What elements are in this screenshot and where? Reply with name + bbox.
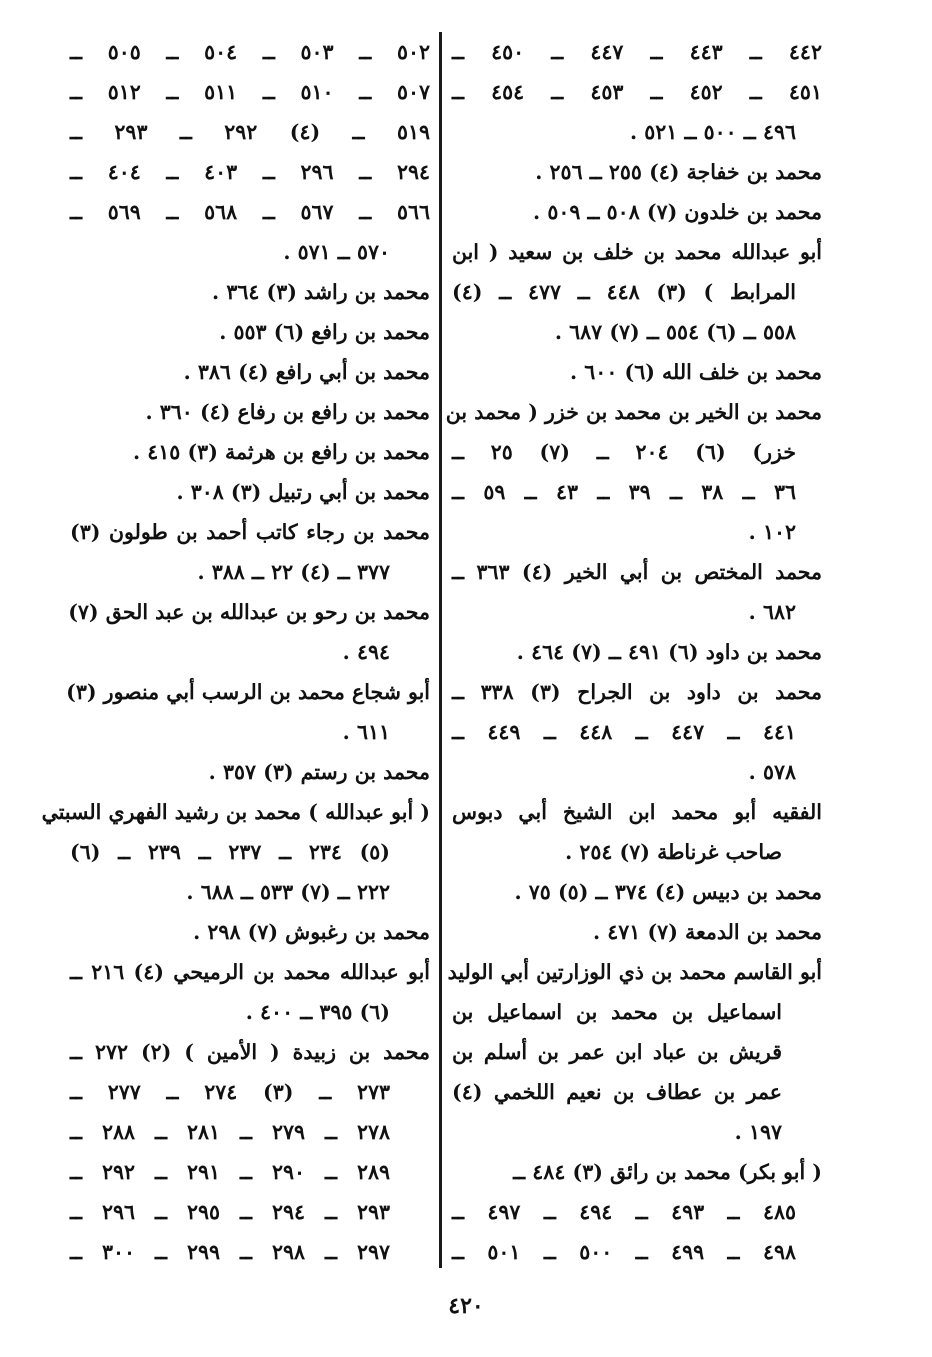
index-entry-line: أبو القاسم محمد بن ذي الوزارتين أبي الوليد	[447, 960, 822, 984]
index-entry-line: ٤٩٤ .	[342, 640, 390, 664]
index-entry-line: ٦٨٢ .	[748, 600, 796, 624]
index-entry-line: محمد بن داود (٦) ٤٩١ ــ (٧) ٤٦٤ .	[516, 640, 822, 664]
index-entry-line: محمد بن أبي رافع (٤) ٣٨٦ .	[183, 360, 430, 384]
index-entry-line: ١٩٧ .	[734, 1120, 782, 1144]
index-entry-line: محمد بن راشد (٣) ٣٦٤ .	[212, 280, 430, 304]
index-entry-line: ٥٧٠ ــ ٥٧١ .	[283, 240, 390, 264]
index-entry-line: ٥٠٧ ــ ٥١٠ ــ ٥١١ ــ ٥١٢ ــ	[70, 80, 430, 104]
index-entry-line: محمد بن زبيدة ( الأمين ) (٢) ٢٧٢ ــ	[70, 1040, 430, 1064]
index-entry-line: صاحب غرناطة (٧) ٢٥٤ .	[565, 840, 782, 864]
index-entry-line: محمد بن رجاء كاتب أحمد بن طولون (٣)	[70, 520, 430, 544]
index-entry-line: ٤٤١ ــ ٤٤٧ ــ ٤٤٨ ــ ٤٤٩ ــ	[452, 720, 796, 744]
index-entry-line: محمد بن الدمعة (٧) ٤٧١ .	[593, 920, 822, 944]
index-entry-line: محمد بن خلف الله (٦) ٦٠٠ .	[570, 360, 822, 384]
index-entry-line: (٦) ٣٩٥ ــ ٤٠٠ .	[245, 1000, 390, 1024]
index-entry-line: ٢٧٣ ــ (٣) ٢٧٤ ــ ٢٧٧ ــ	[70, 1080, 390, 1104]
index-entry-line: محمد بن رافع (٦) ٥٥٣ .	[219, 320, 430, 344]
index-entry-line: أبو شجاع محمد بن الرسب أبي منصور (٣)	[66, 680, 430, 704]
index-entry-line: عمر بن عطاف بن نعيم اللخمي (٤)	[452, 1080, 782, 1104]
index-entry-line: ٥٠٢ ــ ٥٠٣ ــ ٥٠٤ ــ ٥٠٥ ــ	[70, 40, 430, 64]
index-entry-line: ٥١٩ ــ (٤) ٢٩٢ ــ ٢٩٣ ــ	[70, 120, 431, 144]
index-entry-line: ٢٩٧ ــ ٢٩٨ ــ ٢٩٩ ــ ٣٠٠ ــ	[70, 1240, 390, 1264]
index-entry-line: ٦١١ .	[342, 720, 390, 744]
index-column-right	[445, 32, 823, 1272]
index-entry-line: المرابط ) (٣) ٤٤٨ ــ ٤٧٧ ــ (٤)	[452, 280, 796, 304]
index-column-left	[41, 32, 431, 1272]
index-entry-line: ( أبو عبدالله ) محمد بن رشيد الفهري السبتي	[41, 800, 430, 824]
index-entry-line: محمد بن رستم (٣) ٣٥٧ .	[208, 760, 430, 784]
index-entry-line: ٥٦٦ ــ ٥٦٧ ــ ٥٦٨ ــ ٥٦٩ ــ	[70, 200, 430, 224]
index-entry-line: ٥٥٨ ــ (٦) ٥٥٤ ــ (٧) ٦٨٧ .	[554, 320, 796, 344]
index-entry-line: الفقيه أبو محمد ابن الشيخ أبي دبوس	[452, 800, 822, 824]
index-entry-line: ٣٦ ــ ٣٨ ــ ٣٩ ــ ٤٣ ــ ٥٩ ــ	[452, 480, 796, 504]
index-entry-line: محمد بن دبيس (٤) ٣٧٤ ــ (٥) ٧٥ .	[514, 880, 822, 904]
index-entry-line: محمد بن رحو بن عبدالله بن عبد الحق (٧)	[68, 600, 430, 624]
index-entry-line: ٢٢٢ ــ (٧) ٥٣٣ ــ ٦٨٨ .	[186, 880, 390, 904]
index-entry-line: (٥) ٢٣٤ ــ ٢٣٧ ــ ٢٣٩ ــ (٦)	[70, 840, 390, 864]
index-entry-line: خزر) (٦) ٢٠٤ ــ (٧) ٢٥ ــ	[452, 440, 797, 464]
index-entry-line: ٤٩٦ ــ ٥٠٠ ــ ٥٢١ .	[629, 120, 796, 144]
index-entry-line: محمد بن رغبوش (٧) ٢٩٨ .	[193, 920, 430, 944]
column-divider	[439, 32, 442, 1268]
index-entry-line: اسماعيل بن محمد بن اسماعيل بن	[452, 1000, 782, 1024]
index-entry-line: محمد بن خلدون (٧) ٥٠٨ ــ ٥٠٩ .	[533, 200, 822, 224]
index-entry-line: قريش بن عباد ابن عمر بن أسلم بن	[452, 1040, 782, 1064]
index-entry-line: أبو عبدالله محمد بن خلف بن سعيد ( ابن	[452, 240, 822, 264]
index-entry-line: ٢٨٩ ــ ٢٩٠ ــ ٢٩١ ــ ٢٩٢ ــ	[70, 1160, 390, 1184]
index-entry-line: ٣٧٧ ــ (٤) ٢٢ ــ ٣٨٨ .	[197, 560, 390, 584]
index-entry-line: محمد بن رافع بن رفاع (٤) ٣٦٠ .	[145, 400, 430, 424]
index-entry-line: محمد بن داود بن الجراح (٣) ٣٣٨ ــ	[452, 680, 822, 704]
index-entry-line: أبو عبدالله محمد بن الرميحي (٤) ٢١٦ ــ	[70, 960, 430, 984]
index-entry-line: ( أبو بكر) محمد بن رائق (٣) ٤٨٤ ــ	[513, 1160, 822, 1184]
page-number: ٤٢٠	[448, 1293, 484, 1319]
index-entry-line: ٤٨٥ ــ ٤٩٣ ــ ٤٩٤ ــ ٤٩٧ ــ	[452, 1200, 796, 1224]
index-entry-line: محمد بن خفاجة (٤) ٢٥٥ ــ ٢٥٦ .	[535, 160, 822, 184]
index-entry-line: ١٠٢ .	[748, 520, 796, 544]
index-entry-line: ٤٥١ ــ ٤٥٢ ــ ٤٥٣ ــ ٤٥٤ ــ	[452, 80, 822, 104]
index-entry-line: محمد بن الخير بن محمد بن خزر ( محمد بن	[445, 400, 822, 424]
index-entry-line: محمد المختص بن أبي الخير (٤) ٣٦٣ ــ	[452, 560, 823, 584]
index-entry-line: ٢٩٤ ــ ٢٩٦ ــ ٤٠٣ ــ ٤٠٤ ــ	[70, 160, 430, 184]
index-entry-line: محمد بن رافع بن هرثمة (٣) ٤١٥ .	[133, 440, 430, 464]
index-entry-line: ٢٩٣ ــ ٢٩٤ ــ ٢٩٥ ــ ٢٩٦ ــ	[70, 1200, 390, 1224]
index-entry-line: ٥٧٨ .	[748, 760, 796, 784]
index-entry-line: ٢٧٨ ــ ٢٧٩ ــ ٢٨١ ــ ٢٨٨ ــ	[70, 1120, 390, 1144]
index-entry-line: ٤٤٢ ــ ٤٤٣ ــ ٤٤٧ ــ ٤٥٠ ــ	[452, 40, 822, 64]
index-entry-line: محمد بن أبي رتبيل (٣) ٣٠٨ .	[176, 480, 430, 504]
index-entry-line: ٤٩٨ ــ ٤٩٩ ــ ٥٠٠ ــ ٥٠١ ــ	[452, 1240, 796, 1264]
